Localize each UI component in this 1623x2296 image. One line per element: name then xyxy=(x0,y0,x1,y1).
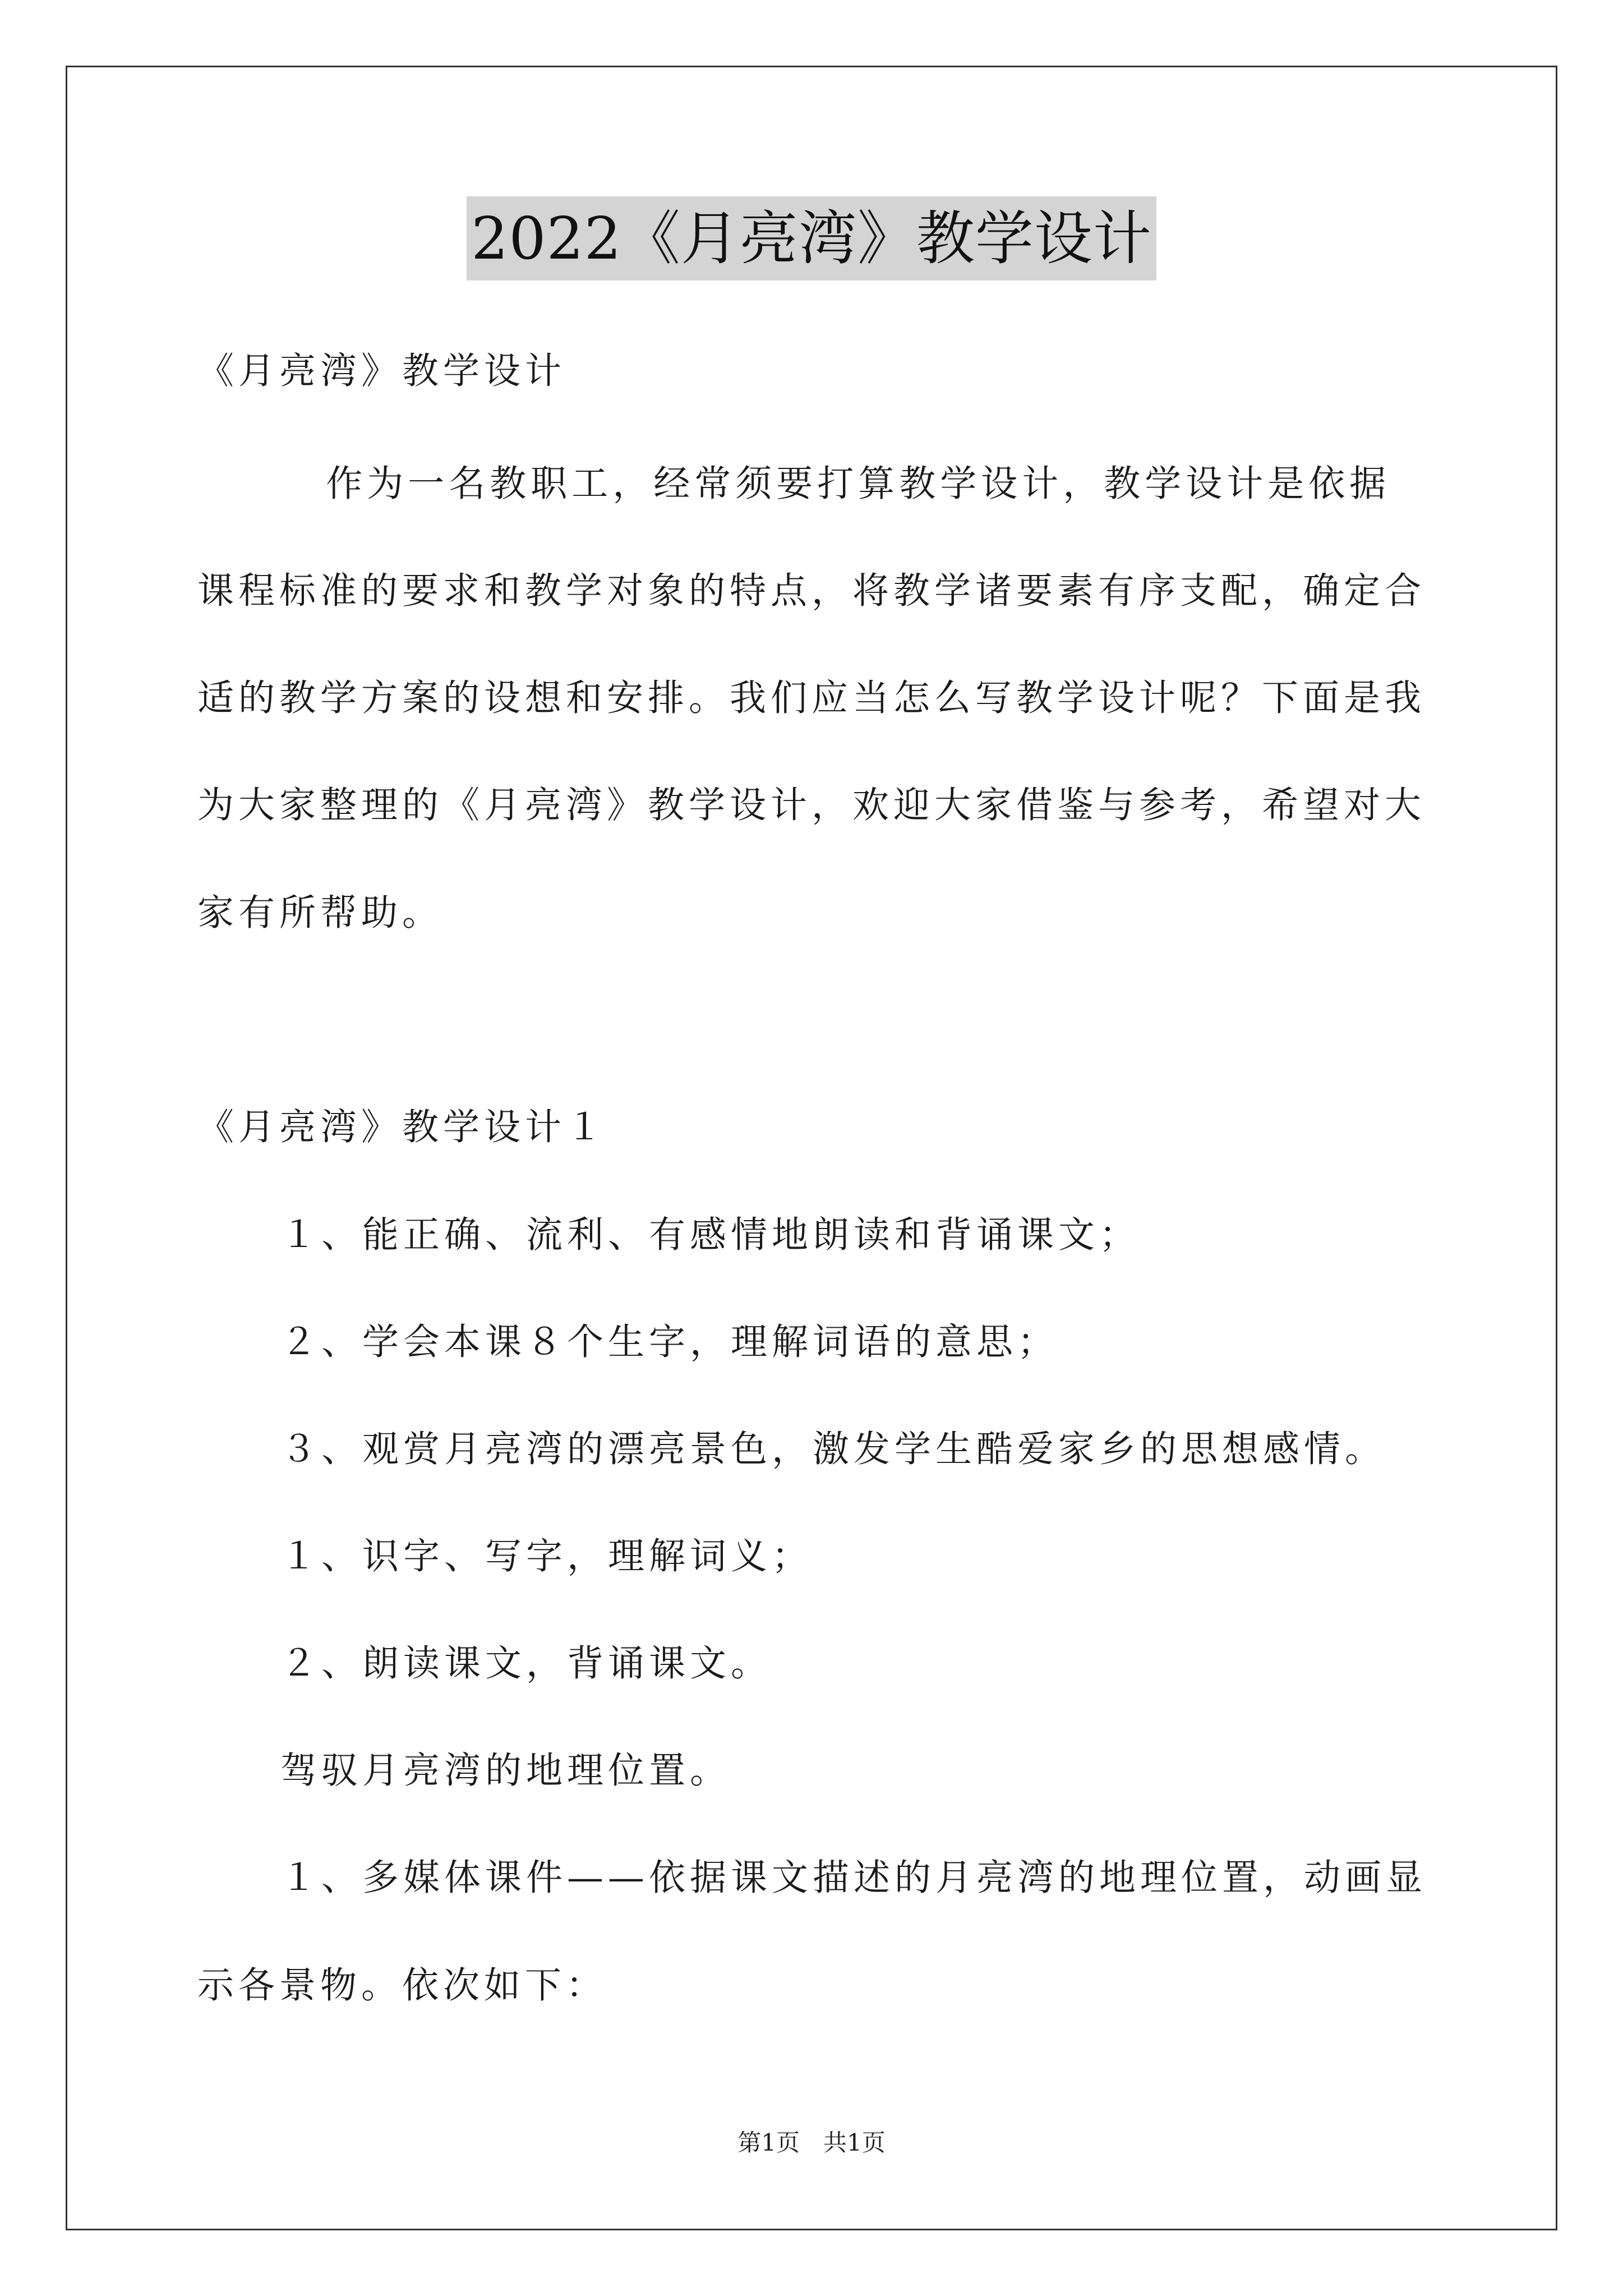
paragraph-line: 作为一名教职工，经常须要打算教学设计，教学设计是依据 xyxy=(197,463,1391,505)
paragraph-line: 适的教学方案的设想和安排。我们应当怎么写教学设计呢？下面是我 xyxy=(197,677,1426,719)
section-heading: 《月亮湾》教学设计 xyxy=(197,350,566,392)
paragraph-line: 驾驭月亮湾的地理位置。 xyxy=(280,1750,731,1792)
paragraph-line: 家有所帮助。 xyxy=(197,892,444,934)
page-footer: 第1页 共1页 xyxy=(737,2129,886,2156)
paragraph-line: 示各景物。依次如下： xyxy=(197,1964,607,2007)
list-item: ２、朗读课文，背诵课文。 xyxy=(280,1642,772,1685)
list-item: １、识字、写字，理解词义； xyxy=(280,1535,813,1577)
title-container xyxy=(0,196,1623,280)
list-item: ２、学会本课８个生字，理解词语的意思； xyxy=(280,1321,1059,1363)
paragraph-line: 为大家整理的《月亮湾》教学设计，欢迎大家借鉴与参考，希望对大 xyxy=(197,784,1426,826)
list-item: ３、观赏月亮湾的漂亮景色，激发学生酷爱家乡的思想感情。 xyxy=(280,1428,1386,1470)
list-item: １、多媒体课件——依据课文描述的月亮湾的地理位置，动画显 xyxy=(280,1857,1427,1899)
list-item: １、能正确、流利、有感情地朗读和背诵课文； xyxy=(280,1214,1141,1256)
paragraph-line: 课程标准的要求和教学对象的特点，将教学诸要素有序支配，确定合 xyxy=(197,570,1426,612)
section-heading: 《月亮湾》教学设计１ xyxy=(197,1106,607,1148)
document-title: 2022《月亮湾》教学设计 xyxy=(467,196,1156,280)
